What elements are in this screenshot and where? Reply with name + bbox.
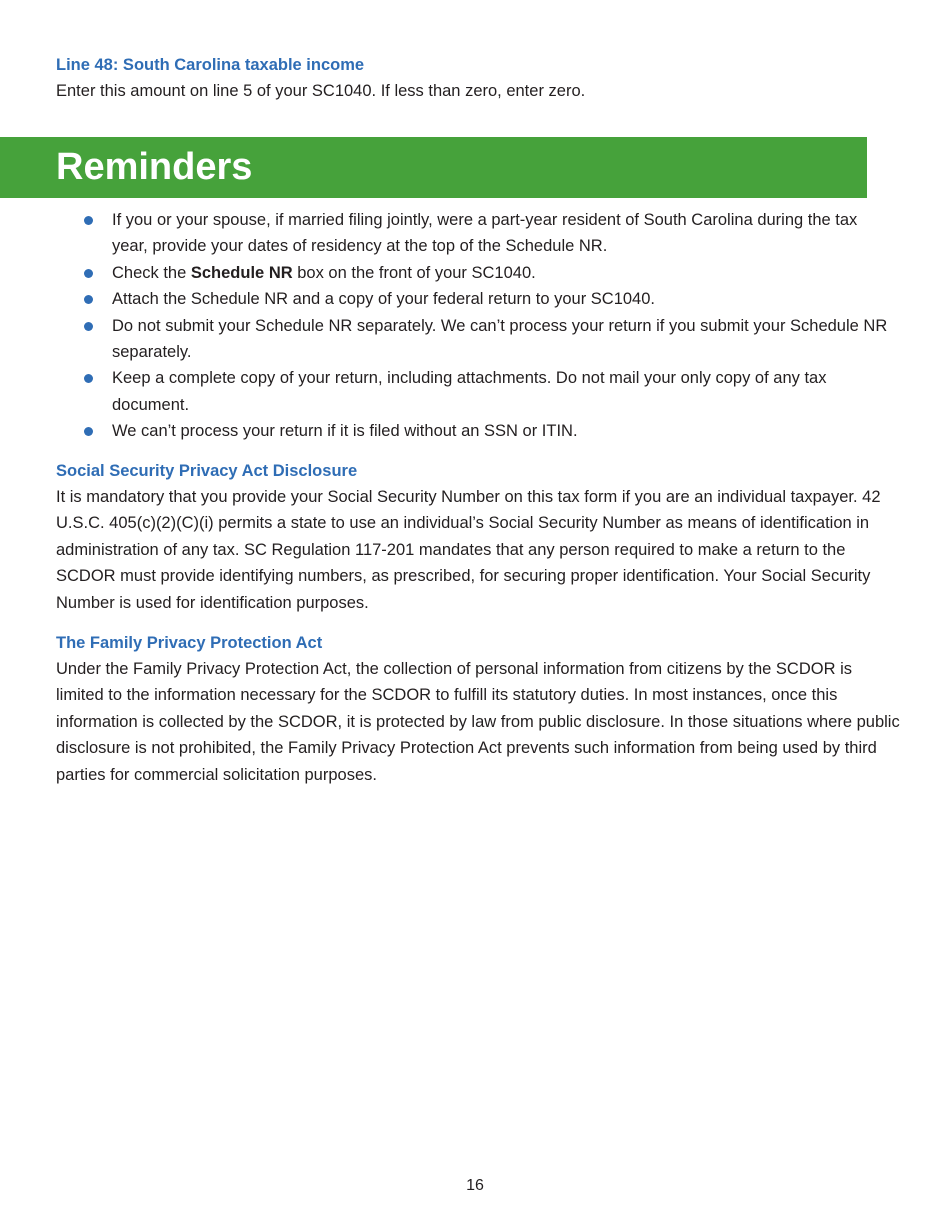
reminder-item	[56, 313, 896, 366]
ssn-disclosure-heading: Social Security Privacy Act Disclosure	[56, 462, 358, 480]
family-privacy-section	[56, 630, 901, 788]
reminder-item	[56, 207, 896, 260]
reminder-item	[56, 286, 896, 312]
line48-text: Enter this amount on line 5 of your SC1040. If less than zero, enter zero.	[56, 82, 586, 100]
family-privacy-text: Under the Family Privacy Protection Act, the collection of personal information from citizens by the SCDOR is limited to the information necessary for the SCDOR to fulfill its statutory duties. In most instances, once this information is collected by the SCDOR, it is protected by law from public disclosure. In those situations where public disclosure is not prohibited, the Family Privacy Protection Act prevents such information from being used by third parties for commercial solicitation purposes.	[56, 660, 900, 784]
reminder-text-bold: Schedule NR	[190, 263, 293, 282]
reminders-banner	[0, 137, 867, 198]
reminder-text-after: box on the front of your SC1040.	[292, 263, 536, 282]
reminder-text: Keep a complete copy of your return, including attachments. Do not mail your only copy of any tax document.	[112, 369, 827, 414]
reminder-text-before: Check the	[112, 263, 191, 282]
reminder-text: Do not submit your Schedule NR separately. We can’t process your return if you submit your Schedule NR separately.	[112, 316, 888, 362]
bullet-icon	[84, 427, 93, 436]
bullet-icon	[84, 269, 93, 278]
bullet-icon	[84, 216, 93, 225]
family-privacy-heading: The Family Privacy Protection Act	[56, 634, 323, 652]
reminder-item	[56, 365, 896, 418]
line48-heading: Line 48: South Carolina taxable income	[56, 56, 365, 74]
reminder-item	[56, 418, 896, 444]
page-number: 16	[466, 1177, 484, 1194]
bullet-icon	[84, 295, 93, 304]
reminder-item	[56, 260, 896, 286]
reminder-text: We can’t process your return if it is filed without an SSN or ITIN.	[112, 422, 578, 441]
reminders-list	[56, 207, 896, 445]
reminder-text: If you or your spouse, if married filing jointly, were a part-year resident of South Carolina during the tax year, provide your dates of residency at the top of the Schedule NR.	[112, 211, 858, 256]
bullet-icon	[84, 374, 93, 383]
reminder-text: Attach the Schedule NR and a copy of your federal return to your SC1040.	[112, 290, 655, 309]
ssn-disclosure-text: It is mandatory that you provide your Social Security Number on this tax form if you are an individual taxpayer. 42 U.S.C. 405(c)(2)(C)(i) permits a state to use an individual’s Social Security Number as means of identification in administration of any tax. SC Regulation 117-201 mandates that any person required to make a return to the SCDOR must provide identifying numbers, as prescribed, for securing proper identification. Your Social Security Number is used for identification purposes.	[56, 488, 881, 612]
line48-section	[56, 52, 916, 104]
ssn-disclosure-section	[56, 458, 901, 616]
bullet-icon	[84, 322, 93, 331]
reminders-title: Reminders	[56, 146, 253, 188]
